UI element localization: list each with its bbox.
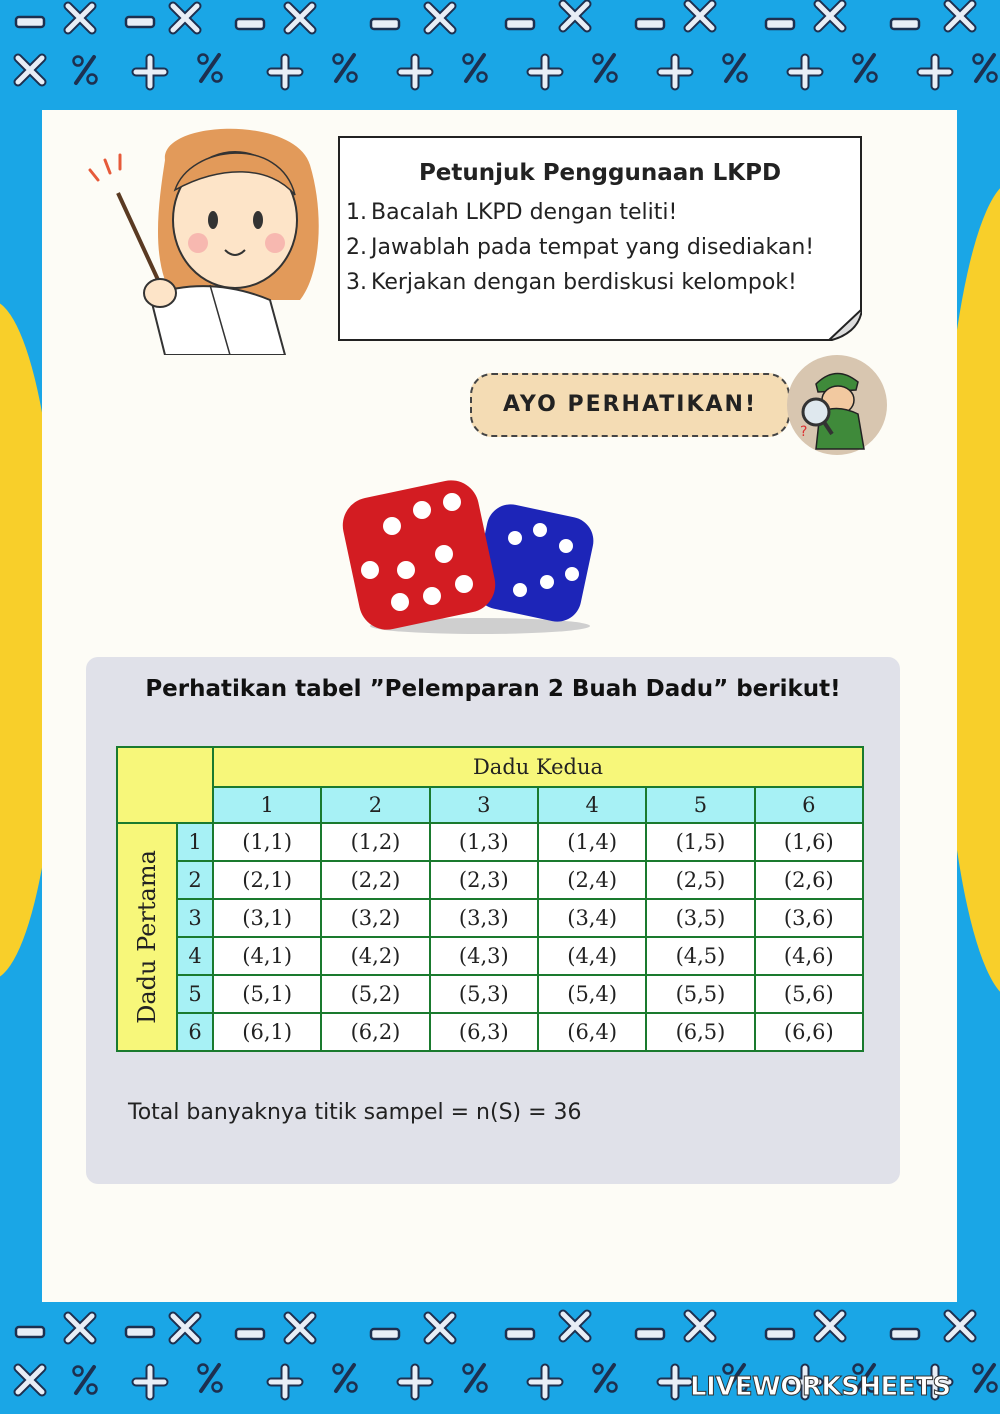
table-cell: (6,5)	[646, 1013, 754, 1051]
instruction-item: 1. Bacalah LKPD dengan teliti!	[346, 200, 678, 225]
teacher-illustration	[80, 125, 330, 355]
page-curl-icon	[826, 309, 862, 341]
table-cell: (2,4)	[538, 861, 646, 899]
table-cell: (2,5)	[646, 861, 754, 899]
table-cell: (1,6)	[755, 823, 863, 861]
table-cell: (2,1)	[213, 861, 321, 899]
table-cell: (1,2)	[321, 823, 429, 861]
table-corner	[117, 747, 213, 823]
sample-total-text: Total banyaknya titik sampel = n(S) = 36	[128, 1100, 582, 1125]
table-cell: (1,5)	[646, 823, 754, 861]
table-cell: (5,1)	[213, 975, 321, 1013]
col-header: 6	[755, 787, 863, 823]
col-header: 2	[321, 787, 429, 823]
table-cell: (4,6)	[755, 937, 863, 975]
table-cell: (4,1)	[213, 937, 321, 975]
table-row	[117, 899, 863, 937]
table-cell: (2,6)	[755, 861, 863, 899]
panel-title: Perhatikan tabel ”Pelemparan 2 Buah Dadu” berikut!	[145, 676, 841, 702]
table-cell: (4,2)	[321, 937, 429, 975]
col-header: 5	[646, 787, 754, 823]
table-cell: (6,2)	[321, 1013, 429, 1051]
red-die	[340, 478, 500, 635]
row-header: 5	[177, 975, 213, 1013]
row-header: 4	[177, 937, 213, 975]
math-symbol-pattern-top	[0, 0, 1000, 112]
table-cell: (5,3)	[430, 975, 538, 1013]
table-cell: (6,4)	[538, 1013, 646, 1051]
table-cell: (4,4)	[538, 937, 646, 975]
table-cell: (1,4)	[538, 823, 646, 861]
table-cell: (2,2)	[321, 861, 429, 899]
instruction-item: 3. Kerjakan dengan berdiskusi kelompok!	[346, 270, 797, 295]
table-row	[117, 975, 863, 1013]
dice-illustration	[340, 478, 600, 638]
col-header: 3	[430, 787, 538, 823]
table-cell: (2,3)	[430, 861, 538, 899]
table-row	[117, 937, 863, 975]
table-row	[117, 861, 863, 899]
detective-icon	[786, 354, 888, 456]
row-header: 3	[177, 899, 213, 937]
table-cell: (4,3)	[430, 937, 538, 975]
table-cell: (3,5)	[646, 899, 754, 937]
row-header: 6	[177, 1013, 213, 1051]
table-cell: (6,6)	[755, 1013, 863, 1051]
row-header: 1	[177, 823, 213, 861]
table-cell: (5,5)	[646, 975, 754, 1013]
table-cell: (3,2)	[321, 899, 429, 937]
table-cell: (1,1)	[213, 823, 321, 861]
table-cell: (3,6)	[755, 899, 863, 937]
instruction-list	[346, 198, 814, 303]
table-cell: (1,3)	[430, 823, 538, 861]
table-cell: (5,6)	[755, 975, 863, 1013]
instruction-item: 2. Jawablah pada tempat yang disediakan!	[346, 235, 815, 260]
table-cell: (5,4)	[538, 975, 646, 1013]
row-group-header: Dadu Pertama	[117, 823, 177, 1051]
table-cell: (5,2)	[321, 975, 429, 1013]
row-header: 2	[177, 861, 213, 899]
ayo-perhatikan-label: AYO PERHATIKAN!	[470, 373, 790, 437]
table-row	[117, 823, 863, 861]
col-group-header: Dadu Kedua	[213, 747, 863, 787]
table-cell: (6,3)	[430, 1013, 538, 1051]
table-cell: (3,3)	[430, 899, 538, 937]
table-cell: (6,1)	[213, 1013, 321, 1051]
table-cell: (3,1)	[213, 899, 321, 937]
col-header: 4	[538, 787, 646, 823]
col-header: 1	[213, 787, 321, 823]
table-cell: (3,4)	[538, 899, 646, 937]
table-row	[117, 1013, 863, 1051]
table-cell: (4,5)	[646, 937, 754, 975]
sample-space-table	[116, 746, 864, 1052]
liveworksheets-watermark: LIVEWORKSHEETS	[690, 1372, 951, 1402]
svg-text:?: ?	[800, 424, 808, 440]
instruction-title: Petunjuk Penggunaan LKPD	[418, 160, 782, 186]
